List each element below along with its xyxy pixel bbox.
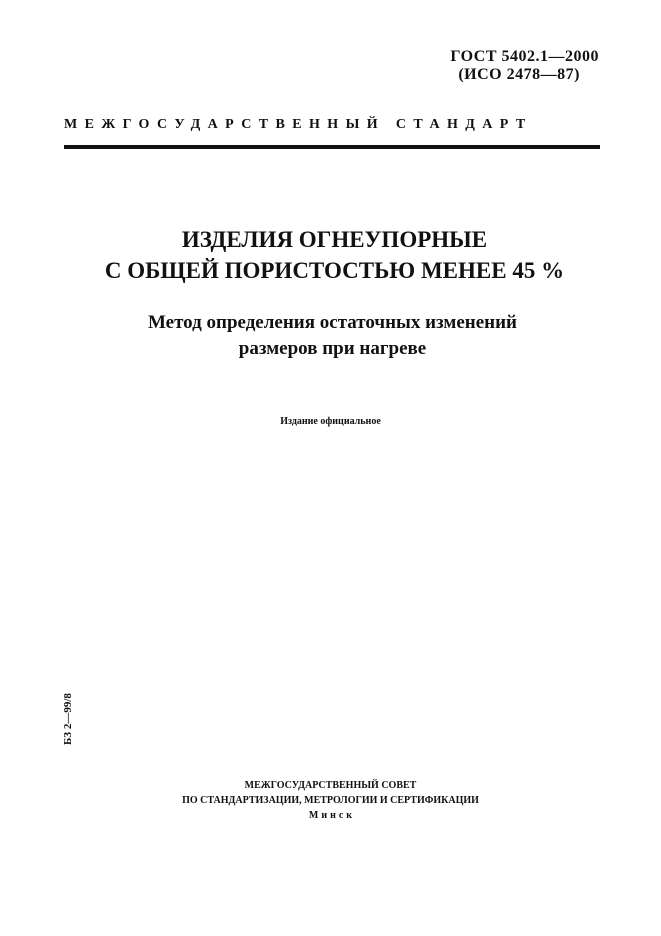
standard-number: ГОСТ 5402.1—2000: [450, 48, 599, 65]
standard-type-heading: МЕЖГОСУДАРСТВЕННЫЙ СТАНДАРТ: [64, 117, 533, 132]
document-subtitle: [0, 310, 661, 362]
title-line-1: ИЗДЕЛИЯ ОГНЕУПОРНЫЕ: [181, 227, 488, 252]
edition-note: Издание официальное: [280, 416, 381, 427]
subtitle-line-2: размеров при нагреве: [238, 338, 427, 359]
iso-reference: (ИСО 2478—87): [458, 66, 580, 83]
publisher-line-1: МЕЖГОСУДАРСТВЕННЫЙ СОВЕТ: [244, 780, 417, 791]
publisher-city: Минск: [308, 810, 356, 821]
title-line-2: С ОБЩЕЙ ПОРИСТОСТЬЮ МЕНЕЕ 45 %: [104, 258, 565, 283]
publisher-block: [0, 778, 661, 823]
subtitle-line-1: Метод определения остаточных изменений: [147, 312, 518, 333]
header-divider: [64, 145, 600, 149]
document-title: [0, 224, 661, 286]
standard-number-block: [450, 48, 599, 84]
side-registration-code: БЗ 2—99/8: [62, 693, 74, 745]
publisher-line-2: ПО СТАНДАРТИЗАЦИИ, МЕТРОЛОГИИ И СЕРТИФИКАЦИИ: [182, 795, 479, 806]
